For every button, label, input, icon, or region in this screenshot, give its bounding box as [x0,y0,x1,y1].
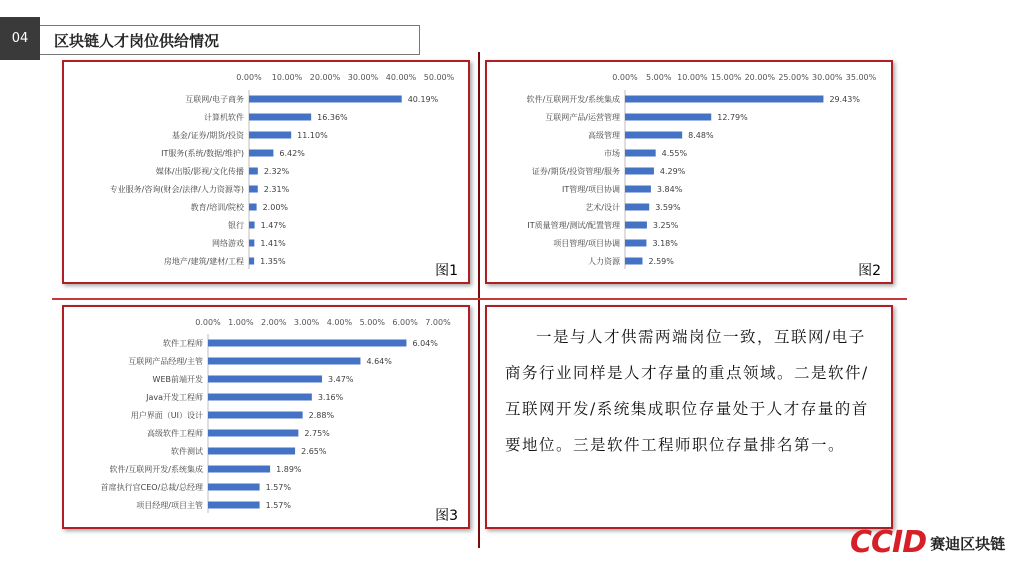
category-label: 软件/互联网开发/系统集成 [109,465,203,474]
bar-chart-2 [487,62,891,282]
bar [625,114,711,121]
bar [249,222,255,229]
category-label: 艺术/设计 [585,203,620,212]
bar [249,240,254,247]
figure-label-3: 图3 [435,508,458,524]
data-label: 29.43% [829,95,860,104]
data-label: 3.59% [655,203,681,212]
data-label: 3.47% [328,375,354,384]
bar [249,168,258,175]
data-label: 8.48% [688,131,714,140]
bar [625,222,647,229]
category-label: 专业服务/咨询(财会/法律/人力资源等) [109,185,244,194]
category-label: IT服务(系统/数据/维护) [161,149,244,158]
category-label: 银行 [228,221,244,230]
bar [208,484,260,491]
data-label: 2.75% [304,429,330,438]
category-label: 用户界面（UI）设计 [130,411,203,420]
category-label: 首席执行官CEO/总裁/总经理 [100,483,203,492]
category-label: 基金/证券/期货/投资 [171,131,244,140]
data-label: 2.31% [263,185,290,194]
data-label: 40.19% [407,95,439,104]
x-tick-label: 30.00% [812,73,843,82]
data-label: 1.35% [260,257,286,266]
data-label: 1.41% [260,239,286,248]
x-tick-label: 3.00% [293,318,320,327]
data-label: 3.16% [317,393,344,402]
data-label: 2.59% [648,257,674,266]
bar-chart-1 [64,62,468,282]
category-label: 软件/互联网开发/系统集成 [526,95,620,104]
x-tick-label: 50.00% [423,73,455,82]
bar [208,430,298,437]
x-tick-label: 40.00% [385,73,417,82]
bar [625,204,649,211]
x-tick-label: 7.00% [425,318,451,327]
category-label: 媒体/出版/影视/文化传播 [155,167,244,176]
data-label: 12.79% [717,113,748,122]
bar [625,258,642,265]
category-label: 房地产/建筑/建材/工程 [163,257,244,266]
data-label: 6.04% [412,339,438,348]
category-label: IT管理/项目协调 [562,185,620,194]
category-label: IT质量管理/测试/配置管理 [527,221,620,230]
data-label: 6.42% [279,149,305,158]
bar [208,394,312,401]
bar [625,240,646,247]
x-tick-label: 25.00% [778,73,809,82]
x-tick-label: 2.00% [261,318,287,327]
chart-panel-3 [62,305,470,529]
bar [208,502,260,509]
data-label: 3.84% [656,185,683,194]
chart-panel-2 [485,60,893,284]
category-label: WEB前端开发 [152,375,203,384]
x-tick-label: 35.00% [845,73,877,82]
x-tick-label: 20.00% [744,73,776,82]
page-title: 区块链人才岗位供给情况 [40,25,420,55]
x-tick-label: 4.00% [326,318,353,327]
category-label: 教育/培训/院校 [190,203,244,212]
data-label: 2.00% [262,203,289,212]
category-label: 软件测试 [171,447,203,456]
category-label: 人力资源 [588,257,620,266]
category-label: 市场 [604,149,620,158]
figure-label-1: 图1 [435,263,458,279]
chart-panel-1 [62,60,470,284]
category-label: 互联网产品经理/主管 [128,357,203,366]
ccid-logo [850,525,1006,560]
x-tick-label: 6.00% [392,318,418,327]
category-label: 软件工程师 [163,339,203,348]
x-tick-label: 10.00% [677,73,708,82]
x-tick-label: 15.00% [710,73,742,82]
x-tick-label: 5.00% [646,73,672,82]
bar [625,186,651,193]
logo-mark: CCID [850,525,927,560]
bar [625,168,654,175]
x-tick-label: 5.00% [359,318,385,327]
bar [625,132,682,139]
bar [625,150,656,157]
vertical-divider [478,52,480,548]
bar [208,376,322,383]
bar [208,340,406,347]
bar [208,412,303,419]
data-label: 2.65% [301,447,327,456]
data-label: 4.29% [659,167,686,176]
x-tick-label: 10.00% [271,73,303,82]
bar-chart-3 [64,307,468,527]
bar [249,150,273,157]
summary-text: 一是与人才供需两端岗位一致，互联网/电子商务行业同样是人才存量的重点领域。二是软件/互联网开发/系统集成职位存量处于人才存量的首要地位。三是软件工程师职位存量排名第一。 [485,305,893,529]
bar [625,96,823,103]
data-label: 1.89% [276,465,302,474]
bar [249,132,291,139]
bar [249,204,257,211]
data-label: 3.25% [652,221,679,230]
x-tick-label: 0.00% [612,73,638,82]
category-label: 互联网/电子商务 [185,95,244,104]
section-number: 04 [0,17,40,60]
data-label: 16.36% [317,113,348,122]
bar [208,448,295,455]
category-label: 项目经理/项目主管 [136,501,203,510]
x-tick-label: 20.00% [309,73,341,82]
bar [249,258,254,265]
category-label: 互联网产品/运营管理 [545,113,620,122]
data-label: 11.10% [297,131,328,140]
category-label: 高级管理 [588,131,620,140]
category-label: Java开发工程师 [146,393,203,402]
category-label: 网络游戏 [212,239,244,248]
x-tick-label: 30.00% [347,73,379,82]
category-label: 证券/期货/投资管理/服务 [531,167,620,176]
x-tick-label: 0.00% [236,73,262,82]
bar [208,358,360,365]
x-tick-label: 1.00% [228,318,254,327]
bar [249,186,258,193]
bar [249,114,311,121]
data-label: 4.55% [661,149,688,158]
data-label: 1.57% [265,501,292,510]
category-label: 计算机软件 [204,113,244,122]
data-label: 2.32% [263,167,290,176]
data-label: 1.57% [265,483,292,492]
logo-subtitle: 赛迪区块链 [930,534,1006,553]
figure-label-2: 图2 [858,263,881,279]
category-label: 项目管理/项目协调 [553,239,620,248]
data-label: 4.64% [366,357,392,366]
category-label: 高级软件工程师 [147,429,203,438]
horizontal-divider [52,298,907,300]
bar [249,96,402,103]
bar [208,466,270,473]
data-label: 1.47% [260,221,287,230]
data-label: 3.18% [652,239,678,248]
x-tick-label: 0.00% [195,318,221,327]
data-label: 2.88% [308,411,335,420]
